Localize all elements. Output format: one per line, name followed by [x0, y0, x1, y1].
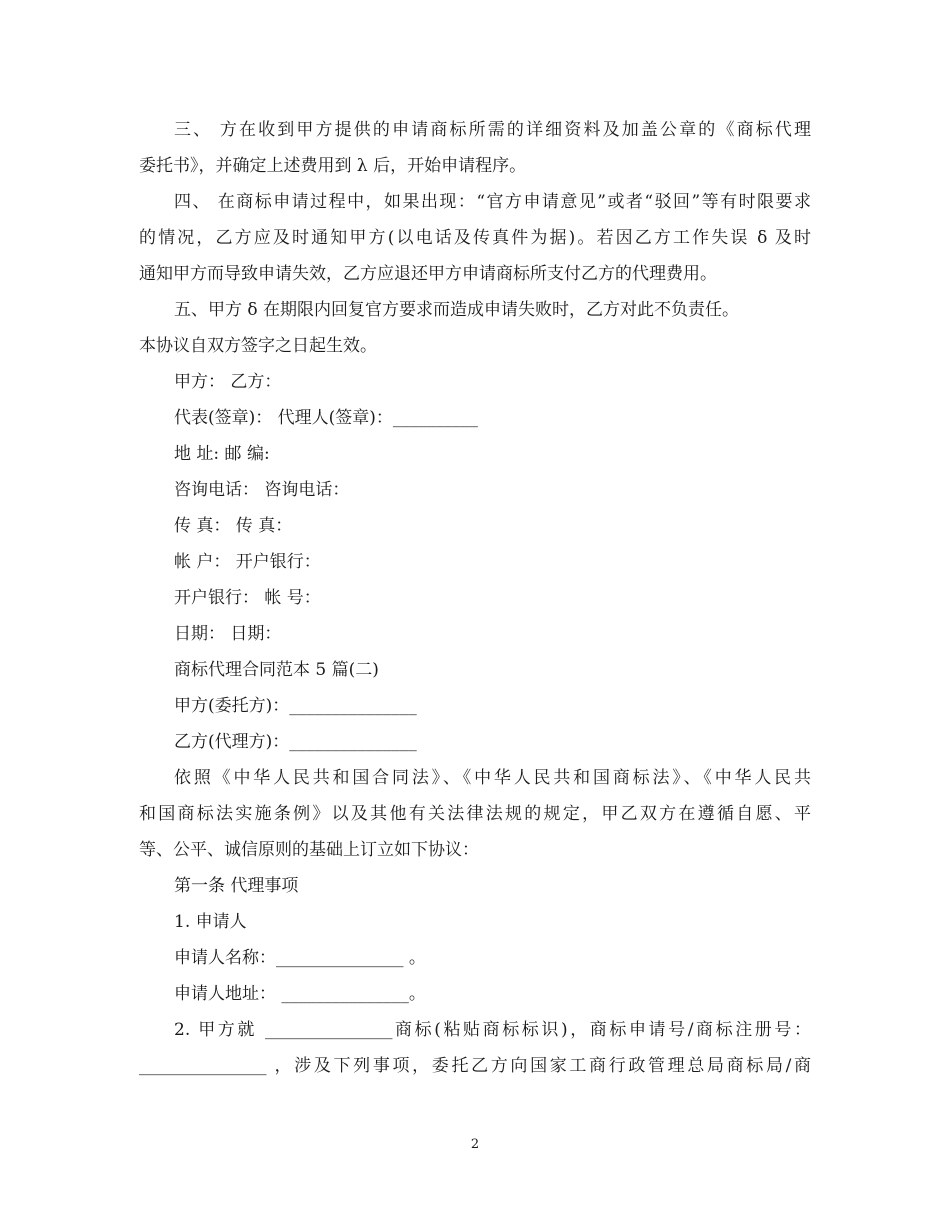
section-heading: 商标代理合同范本 5 篇(二)	[174, 660, 379, 680]
signature-parties-line: 甲方： 乙方：	[174, 372, 282, 392]
applicant-name-line: 申请人名称：_______________ 。	[174, 948, 426, 968]
account-line: 帐 户： 开户银行：	[174, 552, 321, 572]
applicant-address-line: 申请人地址： _______________。	[174, 984, 426, 1004]
page-number: 2	[470, 1137, 480, 1152]
address-line: 地 址: 邮 编:	[174, 444, 270, 464]
text-line: _______________ ，涉及下列事项，委托乙方向国家工商行政管理总局商标局/商	[139, 1056, 811, 1076]
text-line: 四、 在商标申请过程中，如果出现：“官方申请意见”或者“驳回”等有时限要求	[174, 192, 811, 212]
text-line: 和国商标法实施条例》以及其他有关法律法规的规定，甲乙双方在遵循自愿、平	[139, 804, 811, 824]
text-line: 的情况，乙方应及时通知甲方(以电话及传真件为据)。若因乙方工作失误 δ 及时	[139, 228, 811, 248]
text-line: 2. 甲方就 _______________商标(粘贴商标标识)，商标申请号/商标注册号：	[174, 1020, 811, 1040]
text-line: 依照《中华人民共和国合同法》、《中华人民共和国商标法》、《中华人民共	[174, 768, 811, 788]
date-line: 日期： 日期：	[174, 624, 282, 644]
text-line: 三、 方在收到甲方提供的申请商标所需的详细资料及加盖公章的《商标代理	[174, 120, 811, 140]
article-heading: 第一条 代理事项	[174, 876, 299, 896]
phone-line: 咨询电话： 咨询电话：	[174, 480, 350, 500]
text-line: 五、甲方 δ 在期限内回复官方要求而造成申请失败时，乙方对此不负责任。	[174, 300, 740, 320]
signature-representative-line: 代表(签章)： 代理人(签章)：__________	[174, 408, 478, 428]
text-line: 通知甲方而导致申请失效，乙方应退还甲方申请商标所支付乙方的代理费用。	[139, 264, 717, 284]
list-item: 1. 申请人	[174, 912, 247, 932]
bank-line: 开户银行： 帐 号：	[174, 588, 321, 608]
party-b-line: 乙方(代理方)：_______________	[174, 732, 417, 752]
text-line: 本协议自双方签字之日起生效。	[139, 336, 377, 356]
party-a-line: 甲方(委托方)：_______________	[174, 696, 417, 716]
fax-line: 传 真： 传 真：	[174, 516, 293, 536]
text-line: 委托书》，并确定上述费用到 λ 后，开始申请程序。	[139, 156, 527, 176]
text-line: 等、公平、诚信原则的基础上订立如下协议：	[139, 840, 479, 860]
document-body	[139, 112, 811, 1084]
